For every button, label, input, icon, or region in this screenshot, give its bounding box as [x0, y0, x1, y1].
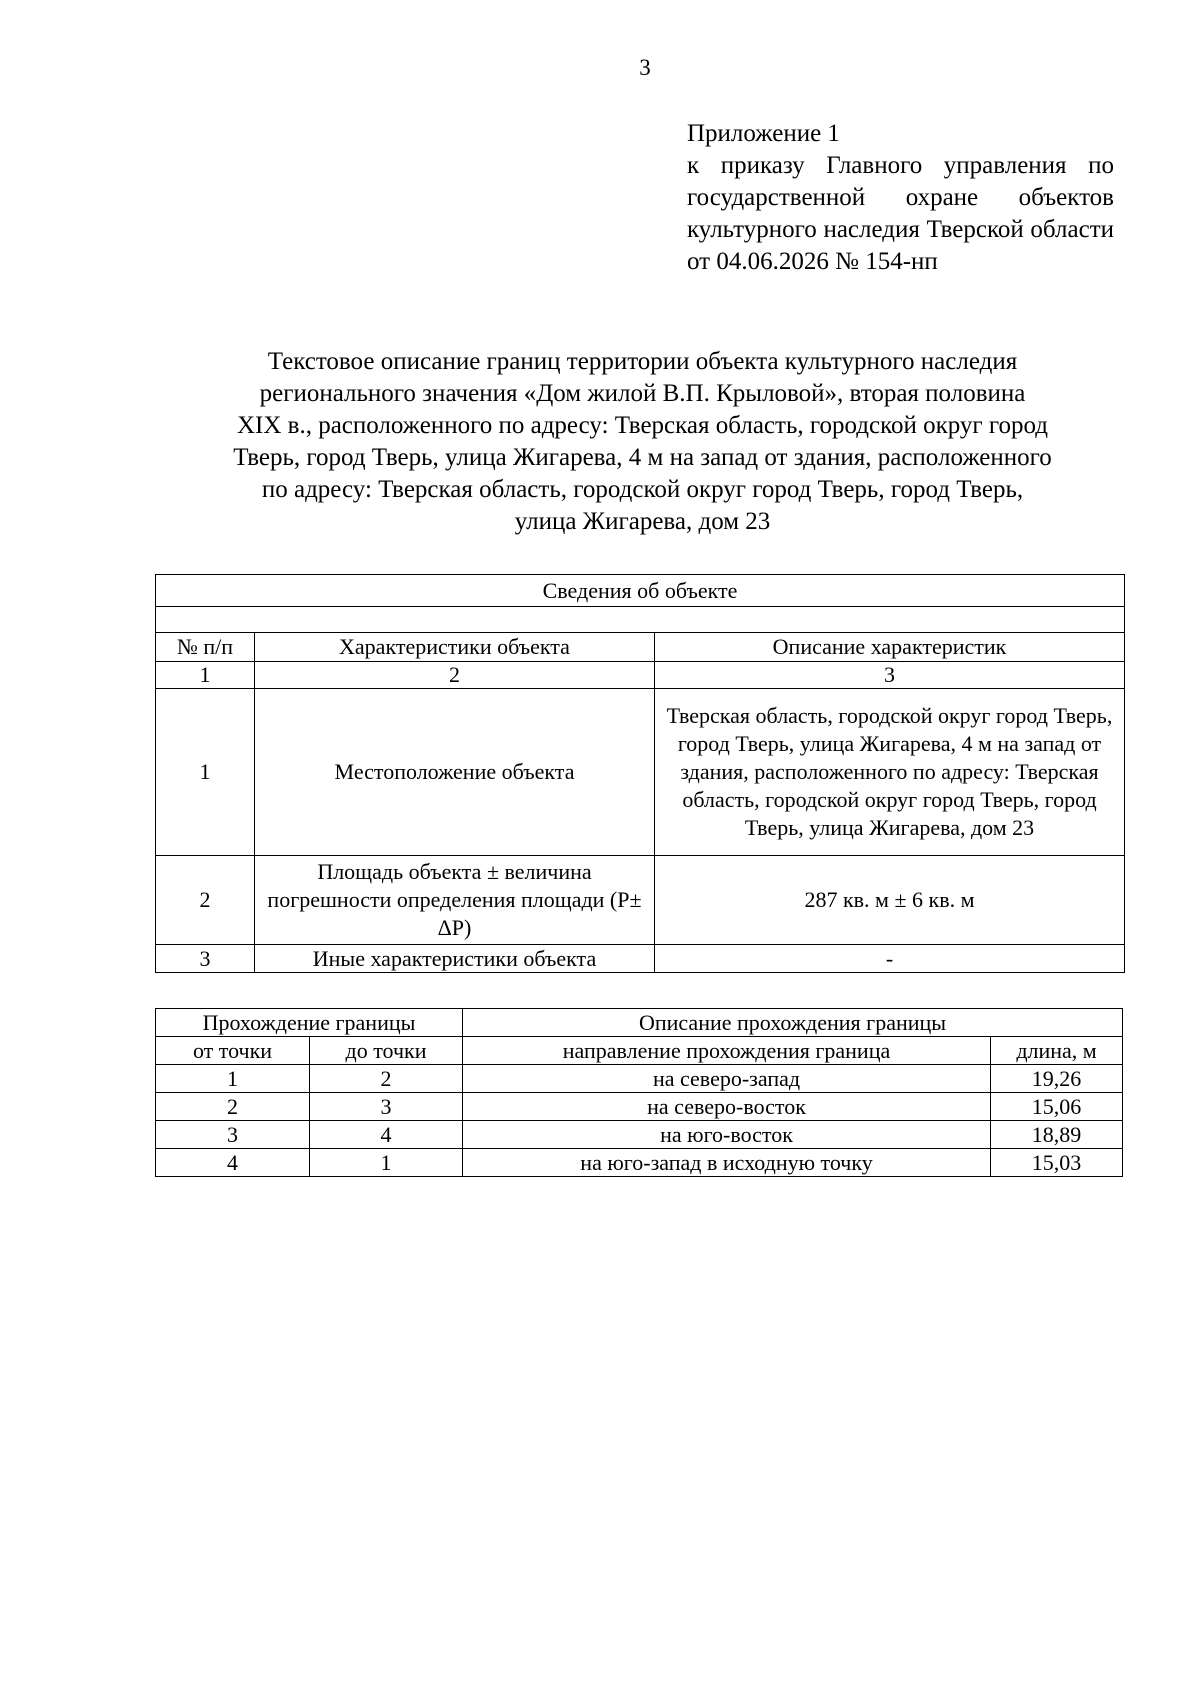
length-cell: 18,89	[991, 1121, 1123, 1149]
title-line: регионального значения «Дом жилой В.П. Крыловой», вторая половина	[259, 380, 1026, 407]
column-header: № п/п	[156, 633, 255, 662]
characteristic-cell: Местоположение объекта	[255, 689, 655, 856]
to-point: 1	[310, 1149, 463, 1177]
description-cell: 287 кв. м ± 6 кв. м	[655, 856, 1125, 945]
title-line: Текстовое описание границ территории объекта культурного наследия	[267, 348, 1018, 375]
table-header-row	[156, 633, 1125, 662]
title-line: по адресу: Тверская область, городской округ город Тверь, город Тверь,	[261, 476, 1024, 503]
appendix-label: Приложение 1	[687, 120, 840, 147]
row-number: 3	[156, 945, 255, 973]
table-row	[156, 856, 1125, 945]
group-header: Описание прохождения границы	[463, 1009, 1123, 1037]
column-header: длина, м	[991, 1037, 1123, 1065]
column-number: 3	[655, 662, 1125, 689]
to-point: 4	[310, 1121, 463, 1149]
length-cell: 15,03	[991, 1149, 1123, 1177]
title-line: XIX в., расположенного по адресу: Тверская область, городской округ город	[236, 412, 1049, 439]
to-point: 3	[310, 1093, 463, 1121]
direction-cell: на северо-восток	[463, 1093, 991, 1121]
object-info-table	[155, 574, 1125, 973]
description-cell: -	[655, 945, 1125, 973]
from-point: 4	[156, 1149, 310, 1177]
length-cell: 15,06	[991, 1093, 1123, 1121]
characteristic-cell: Иные характеристики объекта	[255, 945, 655, 973]
from-point: 1	[156, 1065, 310, 1093]
group-header: Прохождение границы	[156, 1009, 463, 1037]
direction-cell: на северо-запад	[463, 1065, 991, 1093]
to-point: 2	[310, 1065, 463, 1093]
characteristic-cell: Площадь объекта ± величина погрешности определения площади (P± ΔP)	[255, 856, 655, 945]
page-number: 3	[639, 55, 651, 80]
column-header: Характеристики объекта	[255, 633, 655, 662]
table-row	[156, 1065, 1123, 1093]
description-cell: Тверская область, городской округ город Тверь, город Тверь, улица Жигарева, 4 м на запад от здания, расположенного по адресу: Тверская область, городской округ город Тверь, город Тверь, улица Жигарева, дом 23	[655, 689, 1125, 856]
direction-cell: на юго-восток	[463, 1121, 991, 1149]
column-number-row	[156, 662, 1125, 689]
column-number: 1	[156, 662, 255, 689]
table-heading-row	[156, 575, 1125, 607]
table-row	[156, 1121, 1123, 1149]
title-line: улица Жигарева, дом 23	[514, 508, 771, 535]
table-empty-row	[156, 607, 1125, 633]
column-header: Описание характеристик	[655, 633, 1125, 662]
table-row	[156, 1093, 1123, 1121]
length-cell: 19,26	[991, 1065, 1123, 1093]
table-heading: Сведения об объекте	[156, 575, 1125, 607]
column-number: 2	[255, 662, 655, 689]
empty-cell	[156, 607, 1125, 633]
appendix-block	[687, 118, 1114, 278]
row-number: 2	[156, 856, 255, 945]
table-row	[156, 945, 1125, 973]
table-row	[156, 689, 1125, 856]
row-number: 1	[156, 689, 255, 856]
column-header: от точки	[156, 1037, 310, 1065]
document-title	[150, 346, 1135, 538]
from-point: 2	[156, 1093, 310, 1121]
boundary-group-header-row	[156, 1009, 1123, 1037]
title-line: Тверь, город Тверь, улица Жигарева, 4 м на запад от здания, расположенного	[233, 444, 1052, 471]
direction-cell: на юго-запад в исходную точку	[463, 1149, 991, 1177]
column-header: направление прохождения граница	[463, 1037, 991, 1065]
table-row	[156, 1149, 1123, 1177]
column-header: до точки	[310, 1037, 463, 1065]
appendix-order-reference: к приказу Главного управления по государственной охране объектов культурного наследия Тверской области от 04.06.2026 № 154-нп	[687, 152, 1114, 275]
boundary-column-header-row	[156, 1037, 1123, 1065]
boundary-table	[155, 1008, 1123, 1177]
from-point: 3	[156, 1121, 310, 1149]
